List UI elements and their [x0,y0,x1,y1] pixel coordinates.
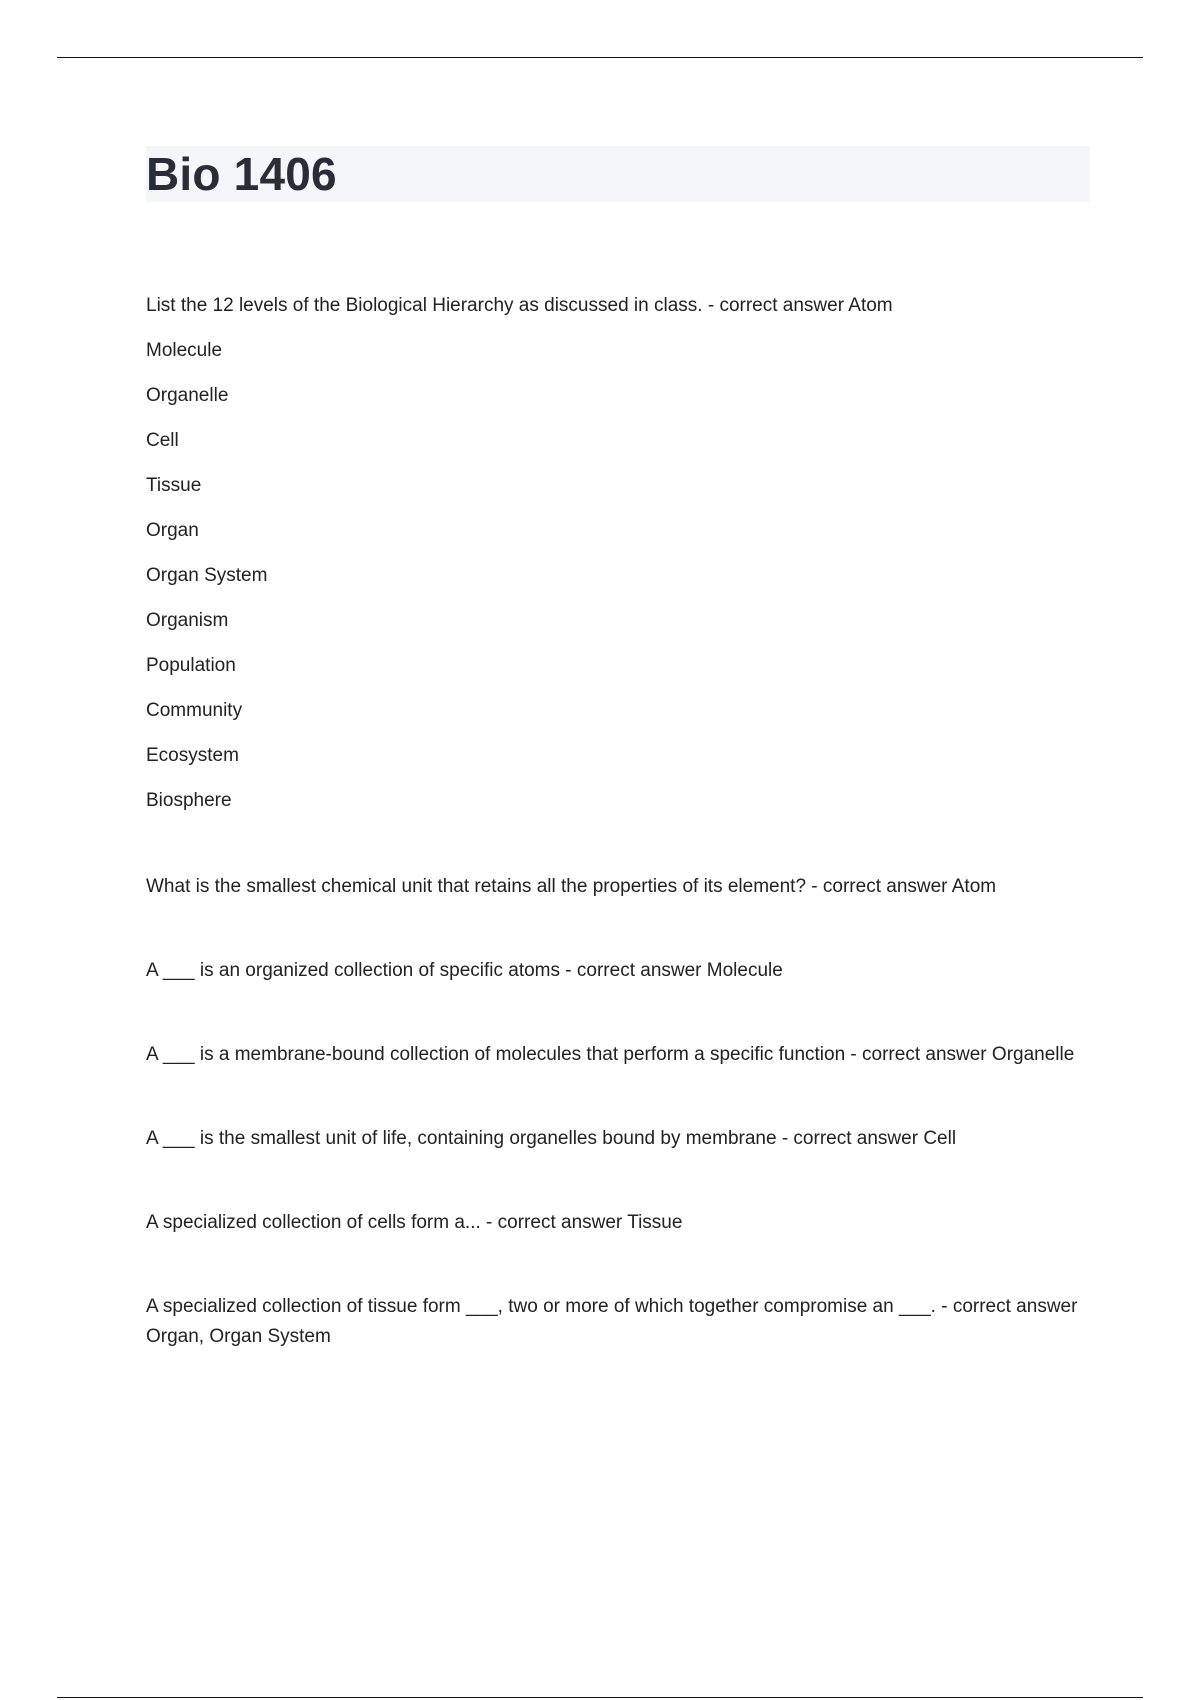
answer-separator: - correct answer [806,876,952,897]
question-text: A specialized collection of tissue form ___, two or more of which together compromise an ___. [146,1296,936,1317]
qa-item-2 [146,872,1090,902]
answer-text: Molecule [706,960,783,981]
document-title: Bio 1406 [146,148,337,200]
answer-text: Atom [951,876,997,897]
qa-text [146,1124,1090,1154]
qa-text [146,1040,1090,1070]
qa-text [146,1292,1090,1352]
answer-separator: - correct answer [480,1212,628,1233]
answer-separator: - correct answer [935,1296,1078,1317]
list-item: Biosphere [146,790,232,811]
question-text: List the 12 levels of the Biological Hierarchy as discussed in class. [146,295,703,316]
question-text: A ___ is the smallest unit of life, containing organelles bound by membrane [146,1128,777,1149]
qa-text [146,291,1090,321]
qa-item-7 [146,1292,1090,1352]
answer-text: Organ, Organ System [146,1326,331,1347]
question-text: A specialized collection of cells form a... [146,1212,481,1233]
answer-separator: - correct answer [702,295,849,316]
list-item: Organelle [146,385,229,406]
question-text: What is the smallest chemical unit that retains all the properties of its element? [146,876,807,897]
qa-text [146,1208,1090,1238]
hierarchy-levels-list [146,336,1090,816]
qa-item-1 [146,291,1090,816]
list-item: Tissue [146,475,202,496]
answer-text: Cell [923,1128,957,1149]
list-item: Organism [146,610,229,631]
answer-text: Atom [848,295,893,316]
answer-separator: - correct answer [560,960,707,981]
question-text: A ___ is a membrane-bound collection of molecules that perform a specific function [146,1044,846,1065]
qa-text [146,872,1090,902]
answer-text: Organelle [991,1044,1075,1065]
header-rule [57,57,1143,58]
qa-item-3 [146,956,1090,986]
answer-text: Tissue [627,1212,683,1233]
qa-item-4 [146,1040,1090,1070]
qa-text [146,956,1090,986]
list-item: Organ System [146,565,268,586]
list-item: Population [146,655,236,676]
qa-item-5 [146,1124,1090,1154]
qa-item-6 [146,1208,1090,1238]
footer-rule [57,1697,1143,1698]
document-body [146,291,1090,1352]
list-item: Ecosystem [146,745,239,766]
question-text: A ___ is an organized collection of specific atoms [146,960,561,981]
list-item: Molecule [146,340,223,361]
list-item: Organ [146,520,199,541]
answer-separator: - correct answer [776,1128,924,1149]
list-item: Cell [146,430,179,451]
list-item: Community [146,700,243,721]
answer-separator: - correct answer [845,1044,992,1065]
